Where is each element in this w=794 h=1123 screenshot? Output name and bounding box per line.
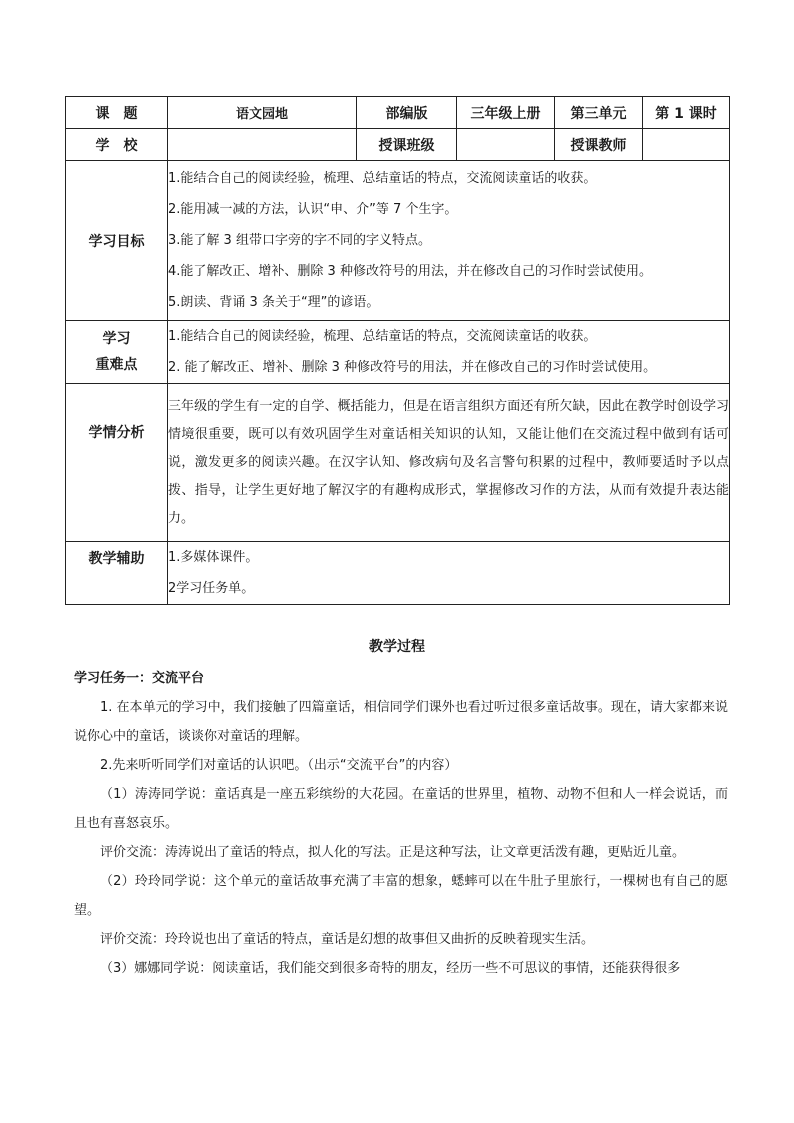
aid-item: 1.多媒体课件。: [168, 550, 259, 565]
process-paragraph: 2.先来听听同学们对童话的认识吧。（出示“交流平台”的内容）: [100, 758, 458, 773]
process-paragraph: （2）玲玲同学说：这个单元的童话故事充满了丰富的想象，蟋蟀可以在牛肚子里旅行，一棵树也有自己的愿望。: [74, 874, 728, 918]
keypoints-list: [168, 321, 730, 384]
analysis-row: [66, 384, 730, 542]
class-value: [457, 129, 555, 161]
goal-item: 3.能了解 3 组带口字旁的字不同的字义特点。: [168, 233, 431, 248]
grade-value: 三年级上册: [457, 97, 555, 129]
label-keypoints: [66, 321, 168, 384]
unit-value: 第三单元: [555, 97, 643, 129]
topic-value: 语文园地: [168, 97, 357, 129]
label-analysis: 学情分析: [66, 384, 168, 542]
process-paragraph: 1. 在本单元的学习中，我们接触了四篇童话，相信同学们课外也看过听过很多童话故事。现在，请大家都来说说你心中的童话，谈谈你对童话的理解。: [74, 700, 728, 744]
process-paragraph: （3）娜娜同学说：阅读童话，我们能交到很多奇特的朋友，经历一些不可思议的事情，还能获得很多: [100, 961, 681, 976]
label-goals: 学习目标: [66, 161, 168, 321]
process-paragraph: 评价交流：涛涛说出了童话的特点，拟人化的写法。正是这种写法，让文章更活泼有趣，更贴近儿童。: [100, 845, 686, 860]
school-value: [168, 129, 357, 161]
label-keypoints-line1: 学习: [102, 331, 131, 347]
goal-item: 2.能用减一减的方法，认识“申、介”等 7 个生字。: [168, 202, 458, 217]
aids-row: [66, 542, 730, 605]
label-keypoints-line2: 重难点: [95, 357, 138, 373]
label-teacher: 授课教师: [555, 129, 643, 161]
header-row: [66, 97, 730, 129]
goals-list: [168, 161, 730, 321]
aid-item: 2学习任务单。: [168, 581, 255, 596]
analysis-text: 三年级的学生有一定的自学、概括能力，但是在语言组织方面还有所欠缺，因此在教学时创设学习情境很重要，既可以有效巩固学生对童话相关知识的认知，又能让他们在交流过程中做到有话可说，激发更多的阅读兴趣。在汉字认知、修改病句及名言警句积累的过程中，教师要适时予以点拨、指导，让学生更好地了解汉字的有趣构成形式，掌握修改习作的方法，从而有效提升表达能力。: [168, 384, 730, 542]
goal-item: 1.能结合自己的阅读经验，梳理、总结童话的特点，交流阅读童话的收获。: [168, 171, 597, 186]
process-body: [74, 664, 728, 983]
edition-value: 部编版: [357, 97, 457, 129]
process-paragraph: （1）涛涛同学说：童话真是一座五彩缤纷的大花园。在童话的世界里，植物、动物不但和人一样会说话，而且也有喜怒哀乐。: [74, 787, 728, 831]
aids-list: [168, 542, 730, 605]
label-class: 授课班级: [357, 129, 457, 161]
label-school: 学 校: [66, 129, 168, 161]
keypoint-item: 2. 能了解改正、增补、删除 3 种修改符号的用法，并在修改自己的习作时尝试使用。: [168, 360, 657, 375]
task-heading: 学习任务一：交流平台: [74, 671, 205, 686]
process-paragraph: 评价交流：玲玲说也出了童话的特点，童话是幻想的故事但又曲折的反映着现实生活。: [100, 932, 595, 947]
process-title: 教学过程: [369, 639, 425, 655]
goals-row: [66, 161, 730, 321]
school-row: [66, 129, 730, 161]
goal-item: 4.能了解改正、增补、删除 3 种修改符号的用法，并在修改自己的习作时尝试使用。: [168, 264, 652, 279]
keypoint-item: 1.能结合自己的阅读经验，梳理、总结童话的特点，交流阅读童话的收获。: [168, 329, 597, 344]
keypoints-row: [66, 321, 730, 384]
period-value: 第 1 课时: [643, 97, 730, 129]
goal-item: 5.朗读、背诵 3 条关于“理”的谚语。: [168, 295, 380, 310]
label-aids: 教学辅助: [66, 542, 168, 605]
lesson-info-table: [65, 96, 730, 605]
label-topic: 课 题: [66, 97, 168, 129]
teacher-value: [643, 129, 730, 161]
